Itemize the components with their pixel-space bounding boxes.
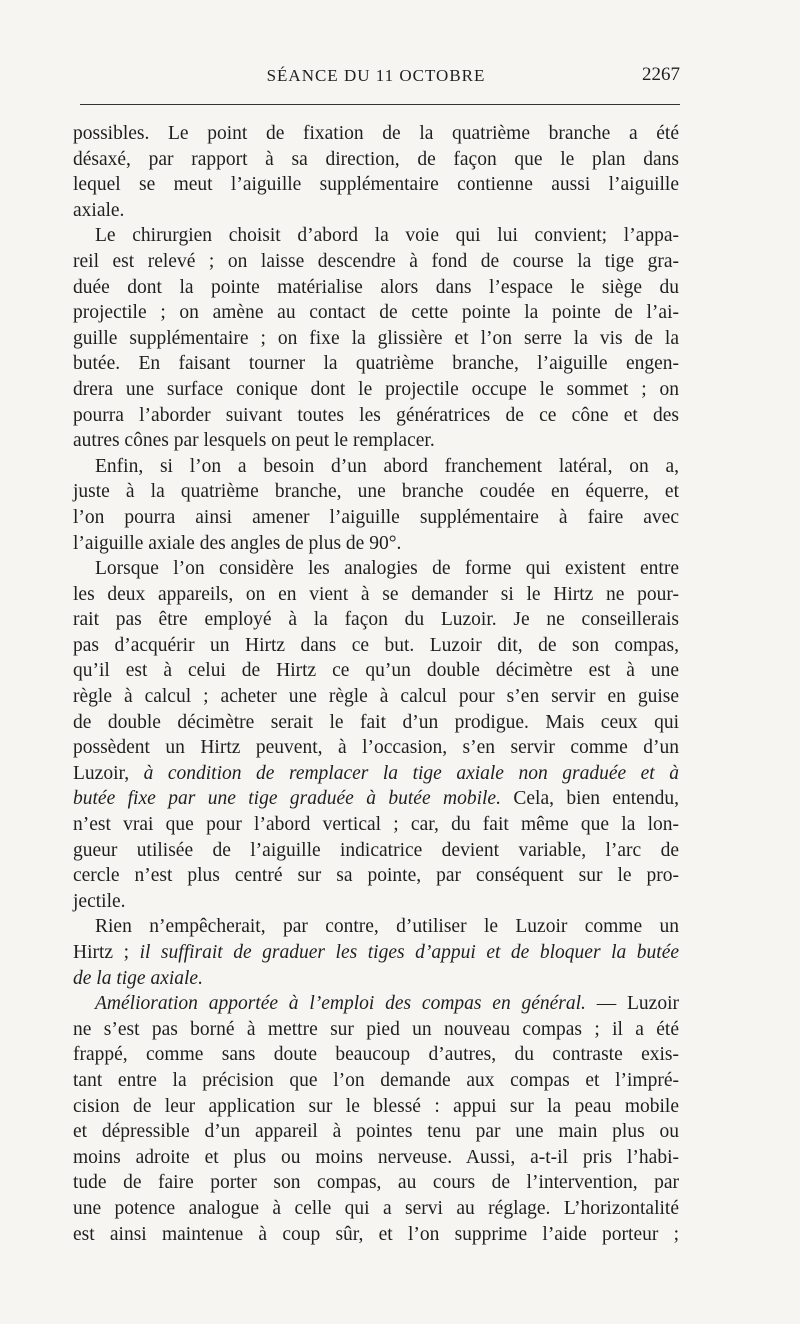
text-line bbox=[73, 710, 679, 736]
text-line bbox=[73, 786, 679, 812]
text-run: une potence analogue à celle qui a servi au réglage. L’horizontalité bbox=[73, 1197, 679, 1219]
text-run: lequel se meut l’aiguille supplémentaire contienne aussi l’aiguille bbox=[73, 174, 679, 196]
text-line bbox=[73, 377, 679, 403]
text-run: autres cônes par lesquels on peut le remplacer. bbox=[73, 430, 435, 452]
text-run: frappé, comme sans doute beaucoup d’autres, du contraste exis- bbox=[73, 1044, 679, 1066]
text-run: qu’il est à celui de Hirtz ce qu’un double décimètre est à une bbox=[73, 660, 679, 682]
text-line bbox=[73, 326, 679, 352]
italic-run: butée fixe par une tige graduée à butée mobile. bbox=[73, 788, 501, 810]
text-line bbox=[73, 966, 679, 992]
text-line bbox=[73, 351, 679, 377]
text-line bbox=[73, 684, 679, 710]
text-line bbox=[73, 505, 679, 531]
running-title: SÉANCE DU 11 OCTOBRE bbox=[266, 66, 486, 85]
text-run: tant entre la précision que l’on demande aux compas et l’impré- bbox=[73, 1069, 679, 1091]
running-header bbox=[72, 62, 680, 92]
text-run: juste à la quatrième branche, une branche coudée en équerre, et bbox=[73, 481, 679, 503]
text-run: Le chirurgien choisit d’abord la voie qui lui convient; l’appa- bbox=[95, 225, 679, 247]
text-line bbox=[73, 300, 679, 326]
text-run: rait pas être employé à la façon du Luzoir. Je ne conseillerais bbox=[73, 609, 679, 631]
text-line bbox=[73, 1068, 679, 1094]
text-line bbox=[73, 454, 679, 480]
text-run: Hirtz ; bbox=[73, 942, 140, 963]
italic-run: de la tige axiale. bbox=[73, 967, 203, 989]
text-run: est ainsi maintenue à coup sûr, et l’on supprime l’aide porteur ; bbox=[73, 1223, 679, 1245]
text-line bbox=[73, 812, 679, 838]
text-run: butée. En faisant tourner la quatrième branche, l’aiguille engen- bbox=[73, 353, 679, 375]
text-run: Enfin, si l’on a besoin d’un abord franchement latéral, on a, bbox=[95, 455, 679, 477]
text-line bbox=[73, 223, 679, 249]
text-line bbox=[73, 607, 679, 633]
text-line bbox=[73, 479, 679, 505]
text-run: moins adroite et plus ou moins nerveuse. Aussi, a-t-il pris l’habi- bbox=[73, 1146, 679, 1168]
text-run: cision de leur application sur le blessé : appui sur la peau mobile bbox=[73, 1095, 679, 1117]
text-line bbox=[73, 761, 679, 787]
text-line bbox=[73, 403, 679, 429]
text-line bbox=[73, 198, 679, 224]
text-run: possèdent un Hirtz peuvent, à l’occasion, s’en servir comme d’un bbox=[73, 737, 679, 759]
text-run: jectile. bbox=[73, 890, 126, 912]
text-run: l’on pourra ainsi amener l’aiguille supplémentaire à faire avec bbox=[73, 506, 679, 528]
italic-run: il suffirait de graduer les tiges d’appui et de bloquer la butée bbox=[139, 942, 679, 963]
text-line bbox=[73, 991, 679, 1017]
text-run: de double décimètre serait le fait d’un prodigue. Mais ceux qui bbox=[73, 711, 679, 733]
text-run: désaxé, par rapport à sa direction, de façon que le plan dans bbox=[73, 148, 679, 170]
italic-run: Amélioration apportée à l’emploi des compas en général. bbox=[95, 993, 586, 1015]
text-line bbox=[73, 531, 679, 557]
text-line bbox=[73, 1145, 679, 1171]
text-run: Lorsque l’on considère les analogies de forme qui existent entre bbox=[95, 558, 679, 580]
text-line bbox=[73, 838, 679, 864]
text-line bbox=[73, 658, 679, 684]
text-run: gueur utilisée de l’aiguille indicatrice devient variable, l’arc de bbox=[73, 839, 679, 861]
text-run: l’aiguille axiale des angles de plus de 90°. bbox=[73, 532, 402, 554]
text-line bbox=[73, 1170, 679, 1196]
text-run: axiale. bbox=[73, 199, 125, 221]
text-run: duée dont la pointe matérialise alors dans l’espace le siège du bbox=[73, 276, 679, 298]
text-run: ne s’est pas borné à mettre sur pied un nouveau compas ; il a été bbox=[73, 1018, 679, 1040]
text-run: tude de faire porter son compas, au cours de l’intervention, par bbox=[73, 1172, 679, 1194]
text-line bbox=[73, 1094, 679, 1120]
text-run: cercle n’est plus centré sur sa pointe, par conséquent sur le pro- bbox=[73, 865, 679, 887]
text-run: règle à calcul ; acheter une règle à calcul pour s’en servir en guise bbox=[73, 686, 679, 708]
text-run: projectile ; on amène au contact de cette pointe la pointe de l’ai- bbox=[73, 302, 679, 324]
header-rule bbox=[80, 104, 680, 105]
text-run: — Luzoir bbox=[585, 993, 680, 1015]
text-run: Cela, bien entendu, bbox=[500, 788, 679, 810]
text-line bbox=[73, 582, 679, 608]
text-run: pourra l’aborder suivant toutes les génératrices de ce cône et des bbox=[73, 404, 679, 426]
text-line bbox=[73, 249, 679, 275]
text-run: Luzoir, bbox=[73, 762, 144, 784]
italic-run: à condition de remplacer la tige axiale non graduée et à bbox=[143, 762, 679, 784]
page-number: 2267 bbox=[642, 64, 680, 85]
text-run: n’est vrai que pour l’abord vertical ; car, du fait même que la lon- bbox=[73, 814, 679, 836]
text-run: Rien n’empêcherait, par contre, d’utiliser le Luzoir comme un bbox=[95, 916, 679, 938]
text-line bbox=[73, 940, 679, 966]
text-run: reil est relevé ; on laisse descendre à fond de course la tige gra- bbox=[73, 250, 679, 272]
text-line bbox=[73, 633, 679, 659]
text-line bbox=[73, 735, 679, 761]
text-line bbox=[73, 914, 679, 940]
text-line bbox=[73, 147, 679, 173]
text-line bbox=[73, 1196, 679, 1222]
text-line bbox=[73, 1017, 679, 1043]
text-line bbox=[73, 1042, 679, 1068]
body-text bbox=[73, 121, 679, 1247]
text-line bbox=[73, 275, 679, 301]
text-run: possibles. Le point de fixation de la quatrième branche a été bbox=[73, 123, 679, 144]
text-line bbox=[73, 889, 679, 915]
text-line bbox=[73, 121, 679, 147]
text-run: pas d’acquérir un Hirtz dans ce but. Luzoir dit, de son compas, bbox=[73, 634, 679, 656]
text-line bbox=[73, 172, 679, 198]
text-line bbox=[73, 1119, 679, 1145]
text-run: et dépressible d’un appareil à pointes tenu par une main plus ou bbox=[73, 1121, 679, 1143]
text-line bbox=[73, 1222, 679, 1248]
text-line bbox=[73, 428, 679, 454]
text-line bbox=[73, 556, 679, 582]
text-run: les deux appareils, on en vient à se demander si le Hirtz ne pour- bbox=[73, 583, 679, 605]
text-line bbox=[73, 863, 679, 889]
text-run: drera une surface conique dont le projectile occupe le sommet ; on bbox=[73, 378, 679, 400]
text-run: guille supplémentaire ; on fixe la glissière et l’on serre la vis de la bbox=[73, 327, 679, 349]
